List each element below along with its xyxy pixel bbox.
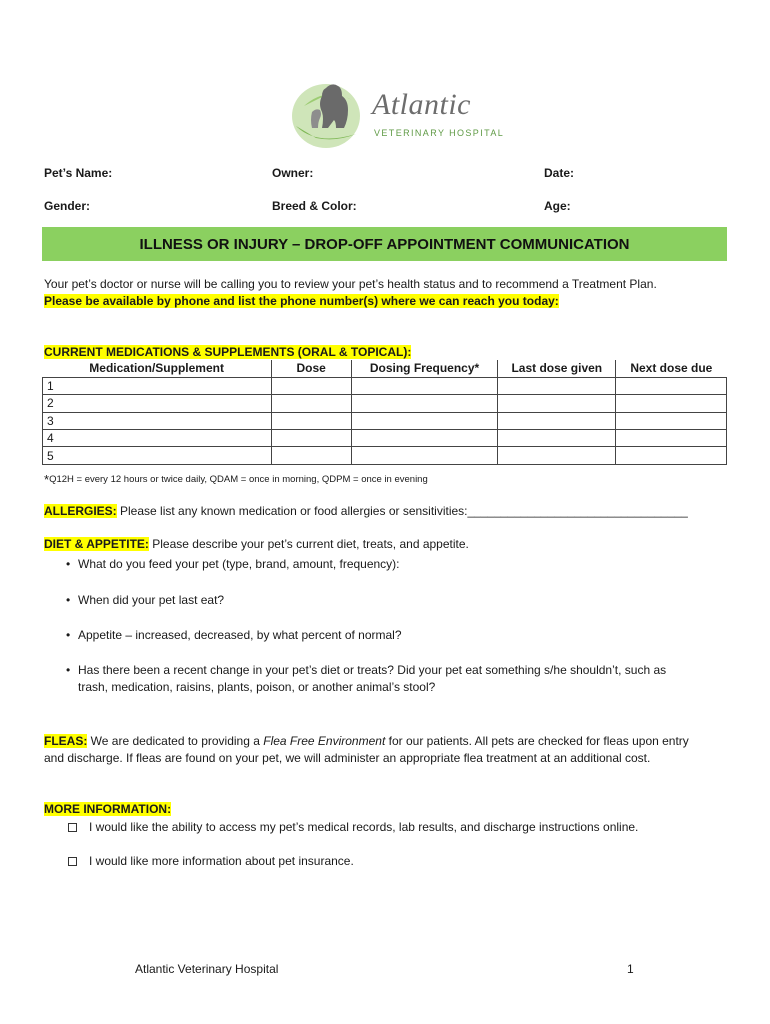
row-number: 5 <box>43 447 272 464</box>
dosing-footnote <box>44 472 428 487</box>
page-number: 1 <box>627 962 634 976</box>
dose-cell[interactable] <box>271 395 351 412</box>
medications-table <box>42 360 727 465</box>
medications-heading: CURRENT MEDICATIONS & SUPPLEMENTS (ORAL & TOPICAL): <box>44 345 412 359</box>
list-item-continued: trash, medication, raisins, plants, poison, or another animal’s stool? <box>78 680 436 694</box>
footer-hospital-name: Atlantic Veterinary Hospital <box>135 962 279 976</box>
checkbox[interactable] <box>68 823 77 832</box>
list-item: • Appetite – increased, decreased, by what percent of normal? <box>66 628 402 642</box>
fleas-label: FLEAS: <box>44 734 88 748</box>
date-label: Date: <box>544 166 575 180</box>
col-last-dose: Last dose given <box>498 360 616 377</box>
pet-insurance-option[interactable]: I would like more information about pet insurance. <box>68 853 354 870</box>
frequency-cell[interactable] <box>351 395 498 412</box>
diet-section <box>44 536 469 553</box>
fleas-text-line2: and discharge. If fleas are found on your pet, we will administer an appropriate flea treatment at an additional cost. <box>44 751 651 765</box>
allergies-section <box>44 503 688 520</box>
frequency-cell[interactable] <box>351 377 498 394</box>
row-number: 4 <box>43 430 272 447</box>
col-dosing-frequency: Dosing Frequency* <box>351 360 498 377</box>
frequency-cell[interactable] <box>351 412 498 429</box>
diet-text: Please describe your pet’s current diet, treats, and appetite. <box>148 537 469 551</box>
last-dose-cell[interactable] <box>498 395 616 412</box>
col-medication: Medication/Supplement <box>43 360 272 377</box>
list-item: • When did your pet last eat? <box>66 593 225 607</box>
pet-name-label: Pet’s Name: <box>44 166 113 180</box>
row-number: 1 <box>43 377 272 394</box>
col-dose: Dose <box>271 360 351 377</box>
table-row <box>43 395 727 412</box>
page-title: ILLNESS OR INJURY – DROP-OFF APPOINTMENT COMMUNICATION <box>139 235 630 253</box>
intro-text: Your pet’s doctor or nurse will be calling you to review your pet’s health status and to recommend a Treatment Plan. <box>44 277 657 291</box>
gender-label: Gender: <box>44 199 91 213</box>
fleas-section: FLEAS: We are dedicated to providing a Flea Free Environment for our patients. All pets are checked for fleas upon entry <box>44 734 689 748</box>
next-dose-cell[interactable] <box>616 430 727 447</box>
table-row <box>43 430 727 447</box>
row-number: 2 <box>43 395 272 412</box>
breed-color-label: Breed & Color: <box>272 199 357 213</box>
col-next-dose: Next dose due <box>616 360 727 377</box>
online-records-option[interactable]: I would like the ability to access my pet’s medical records, lab results, and discharge instructions online. <box>68 819 638 836</box>
last-dose-cell[interactable] <box>498 377 616 394</box>
logo-subtitle: VETERINARY HOSPITAL <box>374 128 505 138</box>
dose-cell[interactable] <box>271 447 351 464</box>
list-item: • Has there been a recent change in your pet’s diet or treats? Did your pet eat something s/he shouldn’t, such as <box>66 663 667 677</box>
last-dose-cell[interactable] <box>498 412 616 429</box>
allergies-text: Please list any known medication or food allergies or sensitivities:_________________________________ <box>116 504 688 518</box>
next-dose-cell[interactable] <box>616 447 727 464</box>
last-dose-cell[interactable] <box>498 447 616 464</box>
diet-label: DIET & APPETITE: <box>44 537 149 551</box>
frequency-cell[interactable] <box>351 447 498 464</box>
next-dose-cell[interactable] <box>616 377 727 394</box>
table-row <box>43 412 727 429</box>
phone-request: Please be available by phone and list the phone number(s) where we can reach you today: <box>44 294 559 308</box>
logo-wordmark: Atlantic <box>372 88 471 121</box>
table-header-row <box>43 360 727 377</box>
more-info-label: MORE INFORMATION: <box>44 802 172 816</box>
flea-free-environment: Flea Free Environment <box>263 734 386 748</box>
footnote-mark: * <box>44 472 50 487</box>
allergies-label: ALLERGIES: <box>44 504 117 518</box>
frequency-cell[interactable] <box>351 430 498 447</box>
checkbox[interactable] <box>68 857 77 866</box>
row-number: 3 <box>43 412 272 429</box>
age-label: Age: <box>544 199 571 213</box>
next-dose-cell[interactable] <box>616 395 727 412</box>
table-row <box>43 377 727 394</box>
owner-label: Owner: <box>272 166 314 180</box>
dose-cell[interactable] <box>271 377 351 394</box>
title-bar <box>42 227 727 261</box>
next-dose-cell[interactable] <box>616 412 727 429</box>
last-dose-cell[interactable] <box>498 430 616 447</box>
table-row <box>43 447 727 464</box>
footnote-text: Q12H = every 12 hours or twice daily, QDAM = once in morning, QDPM = once in evening <box>49 474 428 485</box>
dose-cell[interactable] <box>271 430 351 447</box>
list-item: • What do you feed your pet (type, brand, amount, frequency): <box>66 557 400 571</box>
dose-cell[interactable] <box>271 412 351 429</box>
